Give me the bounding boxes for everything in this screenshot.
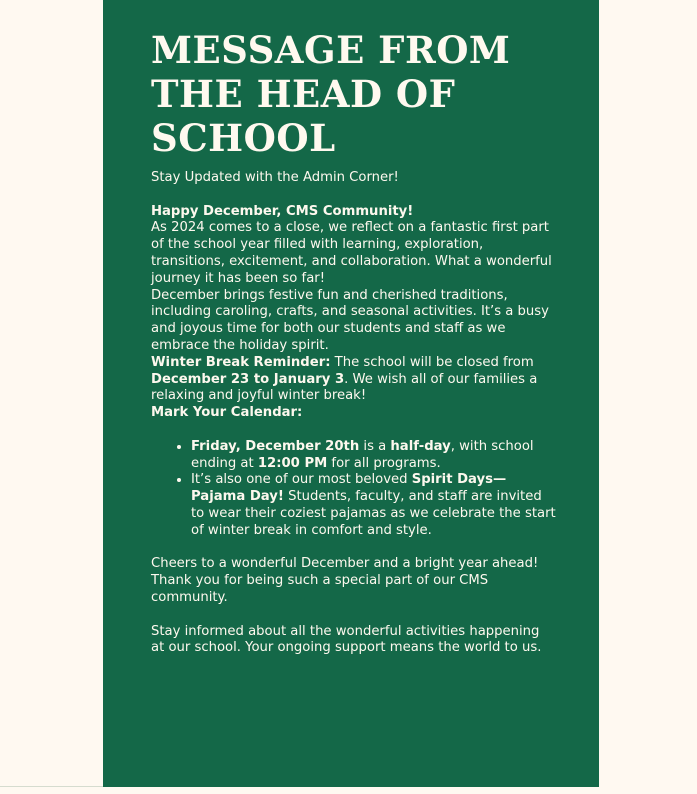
calendar-label: Mark Your Calendar: [151,405,303,421]
list-item: • Friday, December 20th is a half-day, with school ending at 12:00 PM for all programs. [191,439,556,473]
paragraph-intro: As 2024 comes to a close, we reflect on a fantastic first part of the school year filled with learning, exploration, transitions, excitement, and collaboration. What a wonderful journey it has been so far! [151,220,552,286]
panel-content [151,28,556,657]
winter-break-reminder: Winter Break Reminder: The school will be closed from December 23 to January 3. We wish all of our families a relaxing and joyful winter break! [151,354,538,404]
head-of-school-panel [103,0,599,787]
thanks-text: Thank you for being such a special part of our CMS community. [151,573,489,605]
greeting: Happy December, CMS Community! [151,203,414,219]
subtitle: Stay Updated with the Admin Corner! [151,170,399,185]
paragraph-december: December brings festive fun and cherished traditions, including caroling, crafts, and seasonal activities. It’s a busy and joyous time for both our students and staff as we embrace the holiday spirit. [151,287,549,353]
page-title: MESSAGE FROM THE HEAD OF SCHOOL [151,28,511,160]
list-item: • It’s also one of our most beloved Spirit Days—Pajama Day! Students, faculty, and staff are invited to wear their coziest pajamas as we celebrate the start of winter break in comfort and style. [191,472,556,539]
cheers-text: Cheers to a wonderful December and a bright year ahead! [151,556,539,572]
closing-text: Stay informed about all the wonderful activities happening at our school. Your ongoing support means the world to us. [151,623,542,656]
calendar-list [151,439,556,540]
divider-line [0,786,103,787]
